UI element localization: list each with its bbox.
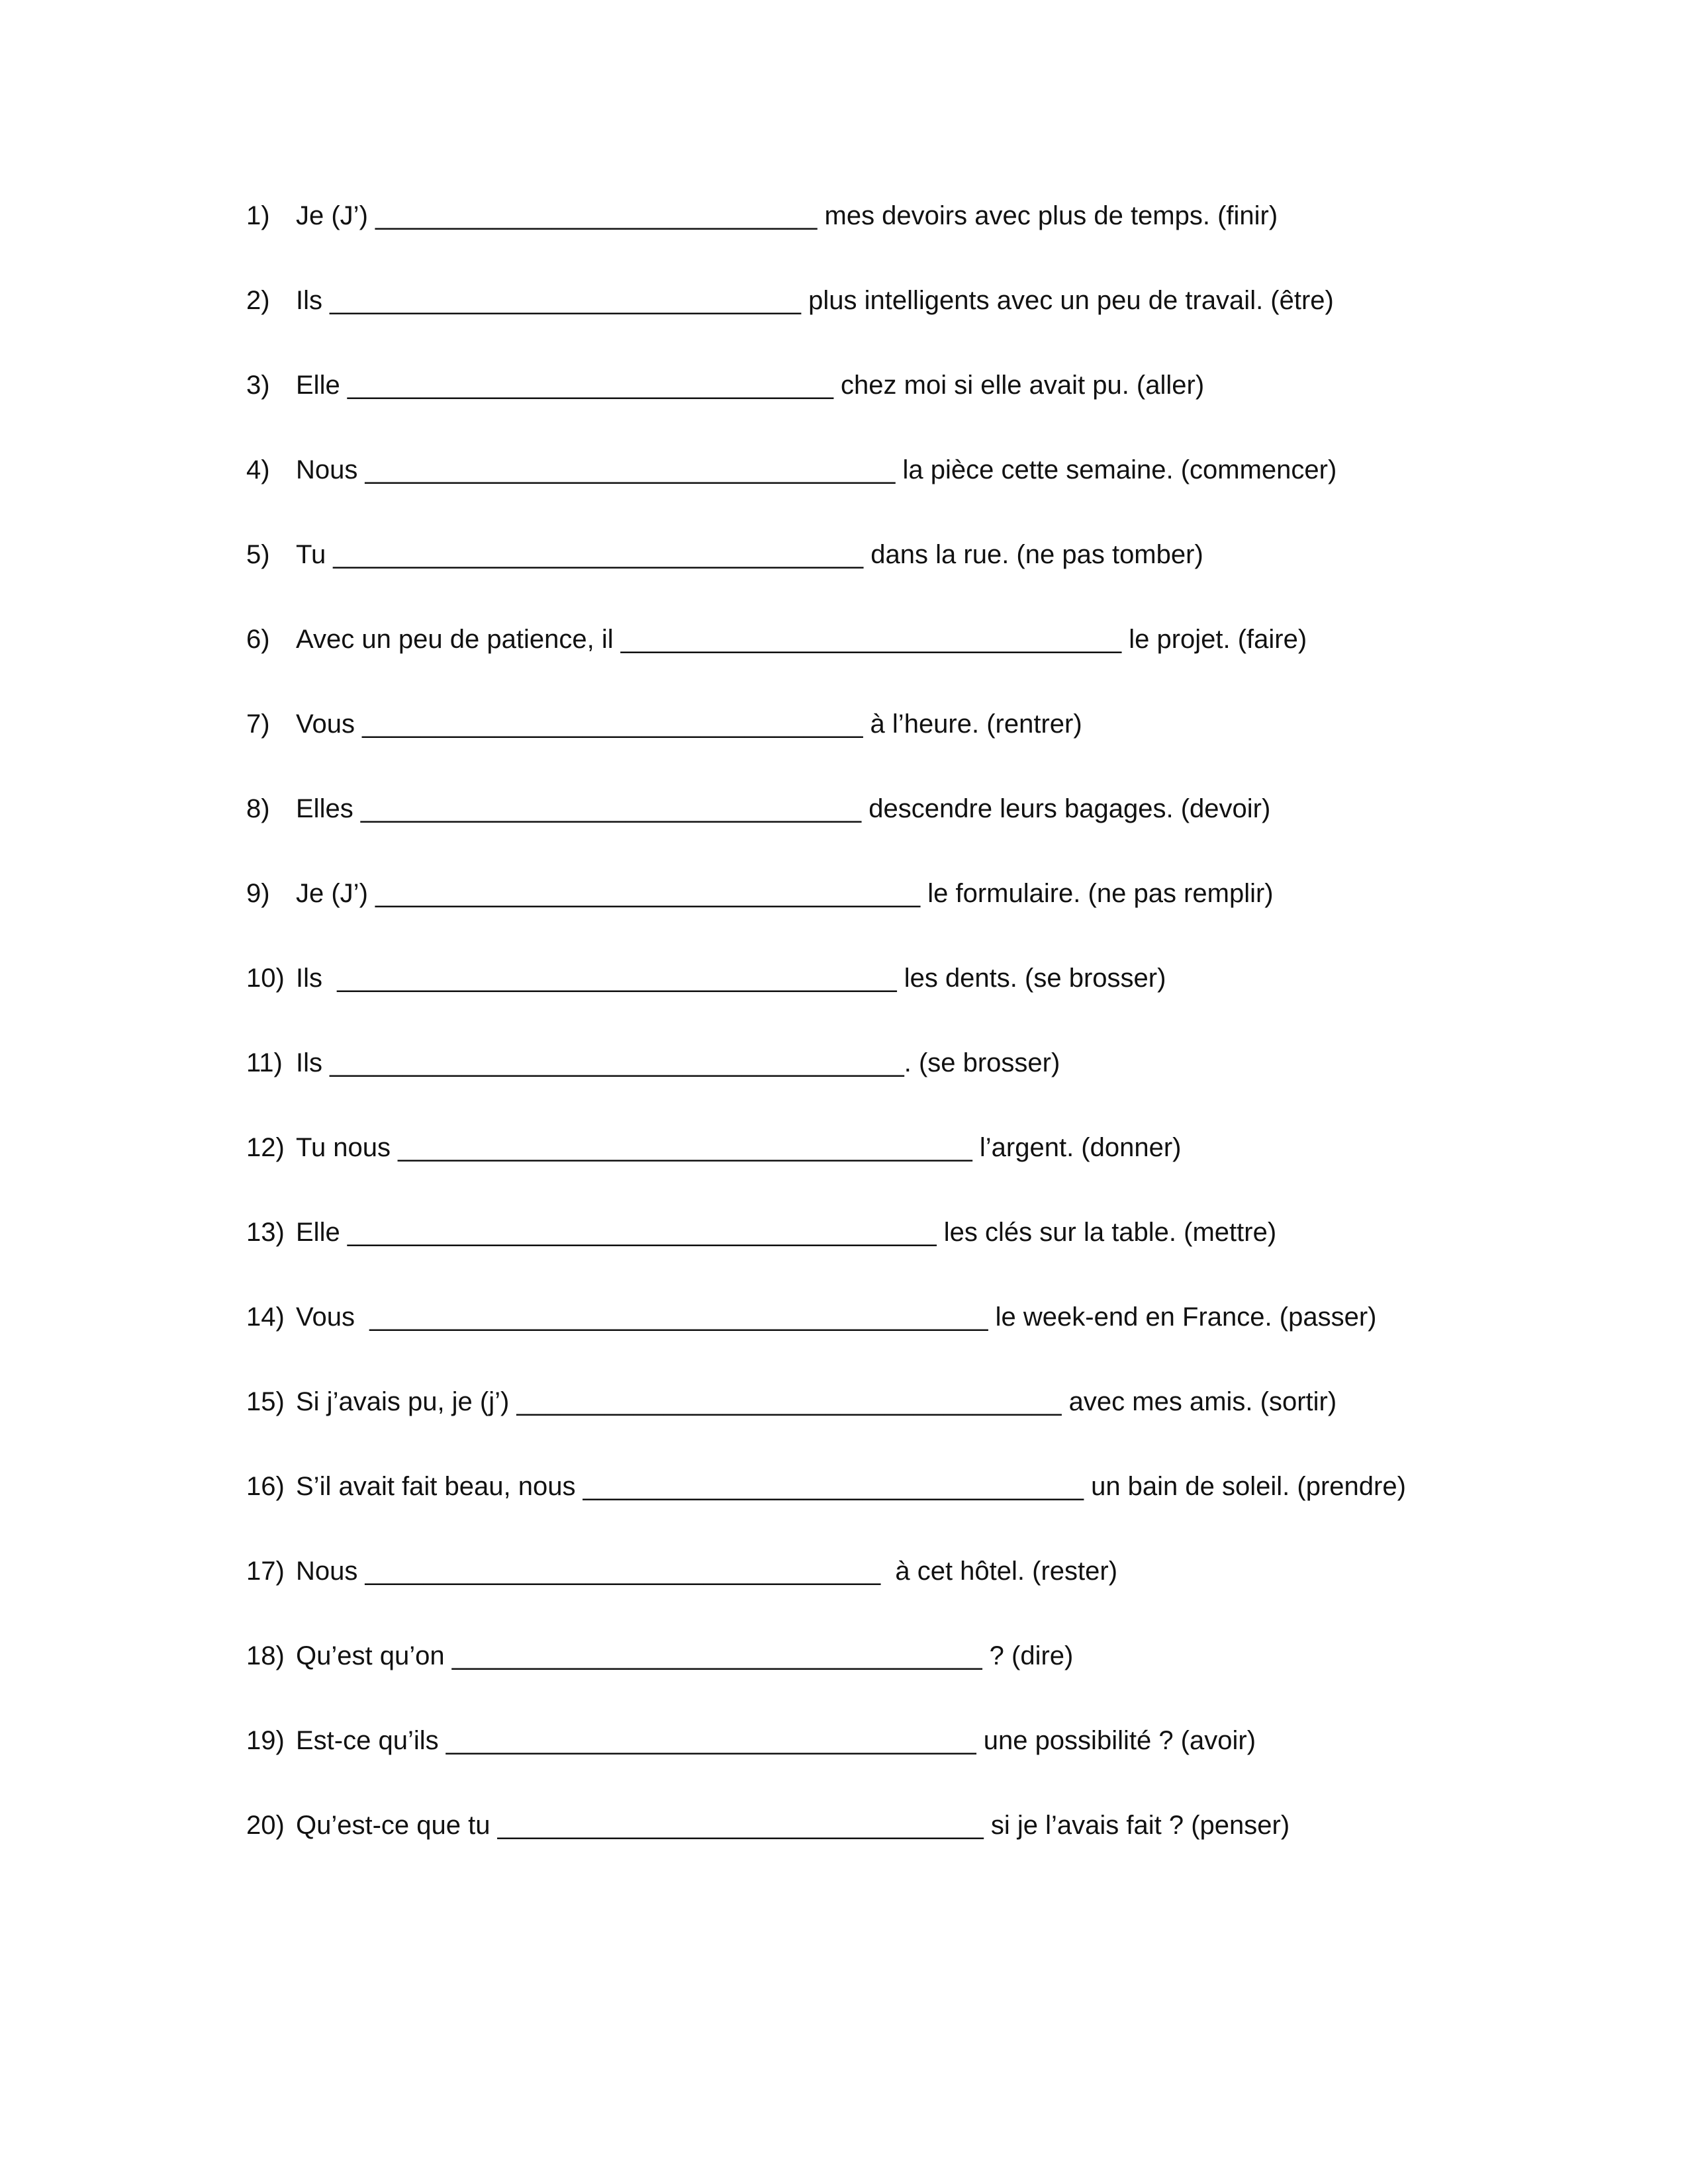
exercise-item-12: [246, 1128, 1504, 1212]
item-sentence: Elle ________________________________________ les clés sur la table. (mettre): [296, 1218, 1277, 1247]
worksheet: [246, 196, 1504, 1890]
exercise-item-2: [246, 281, 1504, 365]
item-number: 17): [246, 1557, 285, 1586]
item-sentence: Nous ____________________________________ la pièce cette semaine. (commencer): [296, 455, 1337, 484]
item-sentence: Tu ____________________________________ dans la rue. (ne pas tomber): [296, 540, 1203, 569]
item-number: 6): [246, 625, 270, 654]
item-number: 9): [246, 879, 270, 908]
item-number: 8): [246, 794, 270, 823]
exercise-item-7: [246, 704, 1504, 789]
item-sentence: Elles __________________________________ descendre leurs bagages. (devoir): [296, 794, 1271, 823]
exercise-item-13: [246, 1212, 1504, 1297]
item-number: 13): [246, 1218, 285, 1247]
item-sentence: Je (J’) _____________________________________ le formulaire. (ne pas remplir): [296, 879, 1274, 908]
item-number: 10): [246, 964, 285, 993]
item-sentence: S’il avait fait beau, nous __________________________________ un bain de soleil. (prendre): [296, 1472, 1406, 1501]
item-number: 3): [246, 371, 270, 400]
exercise-item-4: [246, 450, 1504, 535]
item-number: 1): [246, 201, 270, 230]
item-number: 15): [246, 1387, 285, 1416]
item-number: 7): [246, 709, 270, 739]
exercise-item-1: [246, 196, 1504, 281]
exercise-item-8: [246, 789, 1504, 874]
item-number: 12): [246, 1133, 285, 1162]
exercise-item-16: [246, 1467, 1504, 1551]
item-number: 18): [246, 1641, 285, 1670]
item-number: 2): [246, 286, 270, 315]
exercise-item-10: [246, 958, 1504, 1043]
item-sentence: Ils ______________________________________ les dents. (se brosser): [296, 964, 1166, 993]
exercise-item-17: [246, 1551, 1504, 1636]
item-number: 14): [246, 1302, 285, 1332]
item-number: 11): [246, 1048, 283, 1077]
item-sentence: Est-ce qu’ils ____________________________________ une possibilité ? (avoir): [296, 1726, 1256, 1755]
exercise-item-6: [246, 619, 1504, 704]
exercise-item-19: [246, 1721, 1504, 1805]
item-sentence: Qu’est qu’on ____________________________________ ? (dire): [296, 1641, 1074, 1670]
exercise-item-11: [246, 1043, 1504, 1128]
item-sentence: Ils _______________________________________. (se brosser): [296, 1048, 1060, 1077]
item-sentence: Ils ________________________________ plus intelligents avec un peu de travail. (être): [296, 286, 1334, 315]
item-sentence: Qu’est-ce que tu _________________________________ si je l’avais fait ? (penser): [296, 1811, 1290, 1840]
item-number: 5): [246, 540, 270, 569]
exercise-item-3: [246, 365, 1504, 450]
exercise-item-14: [246, 1297, 1504, 1382]
exercise-item-9: [246, 874, 1504, 958]
item-sentence: Vous __________________________________________ le week-end en France. (passer): [296, 1302, 1377, 1332]
item-number: 19): [246, 1726, 285, 1755]
item-sentence: Je (J’) ______________________________ mes devoirs avec plus de temps. (finir): [296, 201, 1278, 230]
exercise-item-20: [246, 1805, 1504, 1890]
item-sentence: Vous __________________________________ à l’heure. (rentrer): [296, 709, 1082, 739]
exercise-item-18: [246, 1636, 1504, 1721]
item-sentence: Tu nous _______________________________________ l’argent. (donner): [296, 1133, 1182, 1162]
exercise-item-5: [246, 535, 1504, 619]
item-sentence: Elle _________________________________ chez moi si elle avait pu. (aller): [296, 371, 1205, 400]
item-sentence: Avec un peu de patience, il __________________________________ le projet. (faire): [296, 625, 1307, 654]
item-number: 20): [246, 1811, 285, 1840]
item-number: 4): [246, 455, 270, 484]
exercise-item-15: [246, 1382, 1504, 1467]
item-number: 16): [246, 1472, 285, 1501]
item-sentence: Nous ___________________________________ à cet hôtel. (rester): [296, 1557, 1118, 1586]
item-sentence: Si j’avais pu, je (j’) _____________________________________ avec mes amis. (sortir): [296, 1387, 1337, 1416]
